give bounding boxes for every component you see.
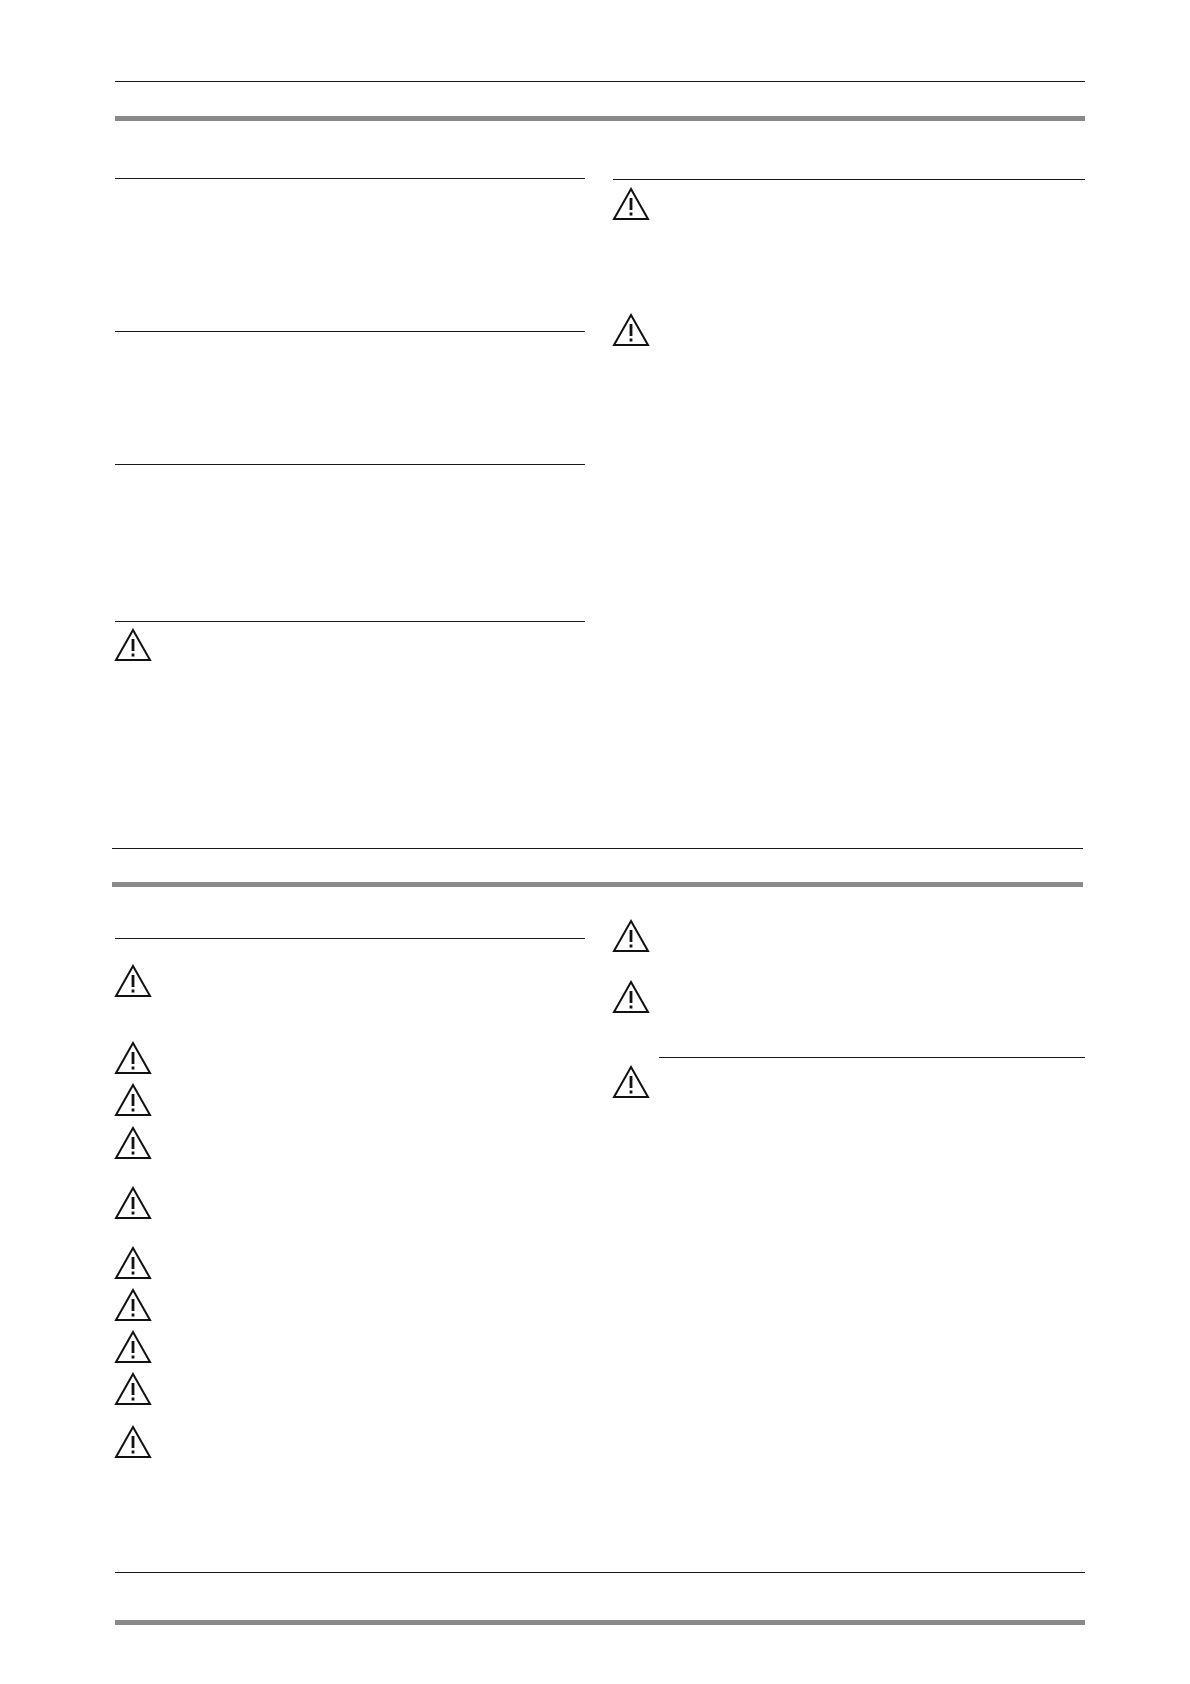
upper-left-heading-rule-4	[115, 621, 585, 622]
warning-triangle-icon	[612, 313, 650, 347]
section-band	[112, 882, 1083, 887]
warning-triangle-icon	[612, 187, 650, 221]
warning-triangle-icon	[114, 964, 152, 998]
warning-triangle-icon	[114, 1288, 152, 1322]
upper-right-heading-rule-1	[613, 179, 1085, 180]
lower-left-heading-rule-1	[115, 938, 585, 939]
section-rule	[112, 848, 1083, 849]
warning-triangle-icon	[114, 1372, 152, 1406]
warning-triangle-icon	[612, 919, 650, 953]
warning-triangle-icon	[612, 980, 650, 1014]
header-rule	[115, 81, 1085, 82]
warning-triangle-icon	[114, 1126, 152, 1160]
header-band	[115, 116, 1085, 121]
warning-triangle-icon	[114, 628, 152, 662]
lower-right-heading-rule-1	[659, 1057, 1085, 1058]
footer-band	[115, 1620, 1085, 1625]
warning-triangle-icon	[612, 1065, 650, 1099]
upper-left-heading-rule-3	[115, 464, 585, 465]
upper-left-heading-rule-1	[115, 178, 585, 179]
footer-rule	[115, 1572, 1085, 1573]
warning-triangle-icon	[114, 1083, 152, 1117]
warning-triangle-icon	[114, 1041, 152, 1075]
warning-triangle-icon	[114, 1186, 152, 1220]
warning-triangle-icon	[114, 1246, 152, 1280]
upper-left-heading-rule-2	[115, 331, 585, 332]
warning-triangle-icon	[114, 1425, 152, 1459]
warning-triangle-icon	[114, 1330, 152, 1364]
